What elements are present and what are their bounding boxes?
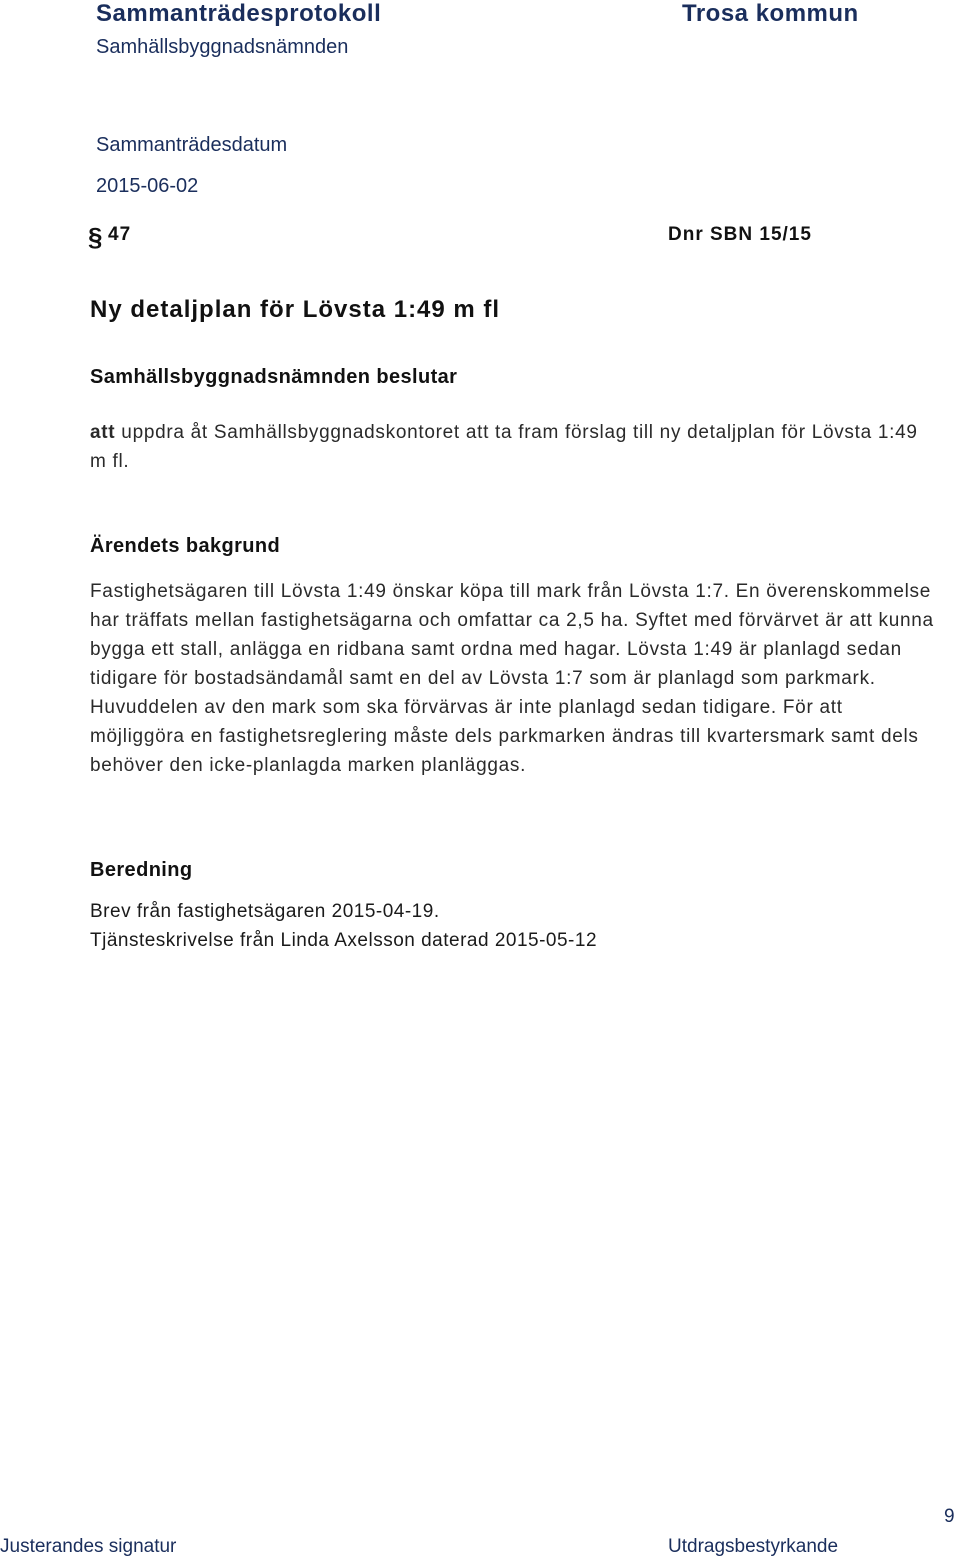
paragraph-number: 47 [108, 224, 132, 245]
preparation-item: Brev från fastighetsägaren 2015-04-19. [90, 901, 440, 922]
decision-heading: Samhällsbyggnadsnämnden beslutar [90, 366, 458, 388]
meeting-date-label: Sammanträdesdatum [96, 134, 288, 156]
document-type: Sammanträdesprotokoll [96, 0, 382, 27]
decision-body: uppdra åt Samhällsbyggnadskontoret att ta fram förslag till ny detaljplan för Lövsta 1:49 m fl. [90, 422, 918, 472]
meeting-date-value: 2015-06-02 [96, 175, 199, 197]
background-heading: Ärendets bakgrund [90, 535, 281, 557]
municipality-name: Trosa kommun [682, 0, 859, 27]
background-text: Fastighetsägaren till Lövsta 1:49 önskar köpa till mark från Lövsta 1:7. En överenskommelse har träffats mellan fastighetsägarna och omfattar ca 2,5 ha. Syftet med förvärvet är att kunna bygga ett stall, anlägga en ridbana samt ordna med hagar. Lövsta 1:49 är planlagd sedan tidigare för bostadsändamål samt en del av Lövsta 1:7 som är planlagd som parkmark. Huvuddelen av den mark som ska förvärvas är inte planlagd sedan tidigare. För att möjliggöra en fastighetsreglering måste dels parkmarken ändras till kvartersmark samt dels behöver den icke-planlagda marken planläggas. [90, 581, 934, 776]
preparation-item: Tjänsteskrivelse från Linda Axelsson daterad 2015-05-12 [90, 930, 598, 951]
paragraph-symbol: § [88, 222, 103, 252]
committee-name: Samhällsbyggnadsnämnden [96, 36, 349, 58]
extract-certification-label: Utdragsbestyrkande [668, 1536, 839, 1557]
adjuster-signature-label: Justerandes signatur [0, 1536, 177, 1557]
page-number: 9 [944, 1506, 955, 1527]
case-title: Ny detaljplan för Lövsta 1:49 m fl [90, 296, 501, 323]
decision-text [90, 418, 940, 476]
decision-lead: att [90, 422, 116, 443]
diary-number: Dnr SBN 15/15 [668, 224, 812, 245]
preparation-heading: Beredning [90, 859, 193, 881]
